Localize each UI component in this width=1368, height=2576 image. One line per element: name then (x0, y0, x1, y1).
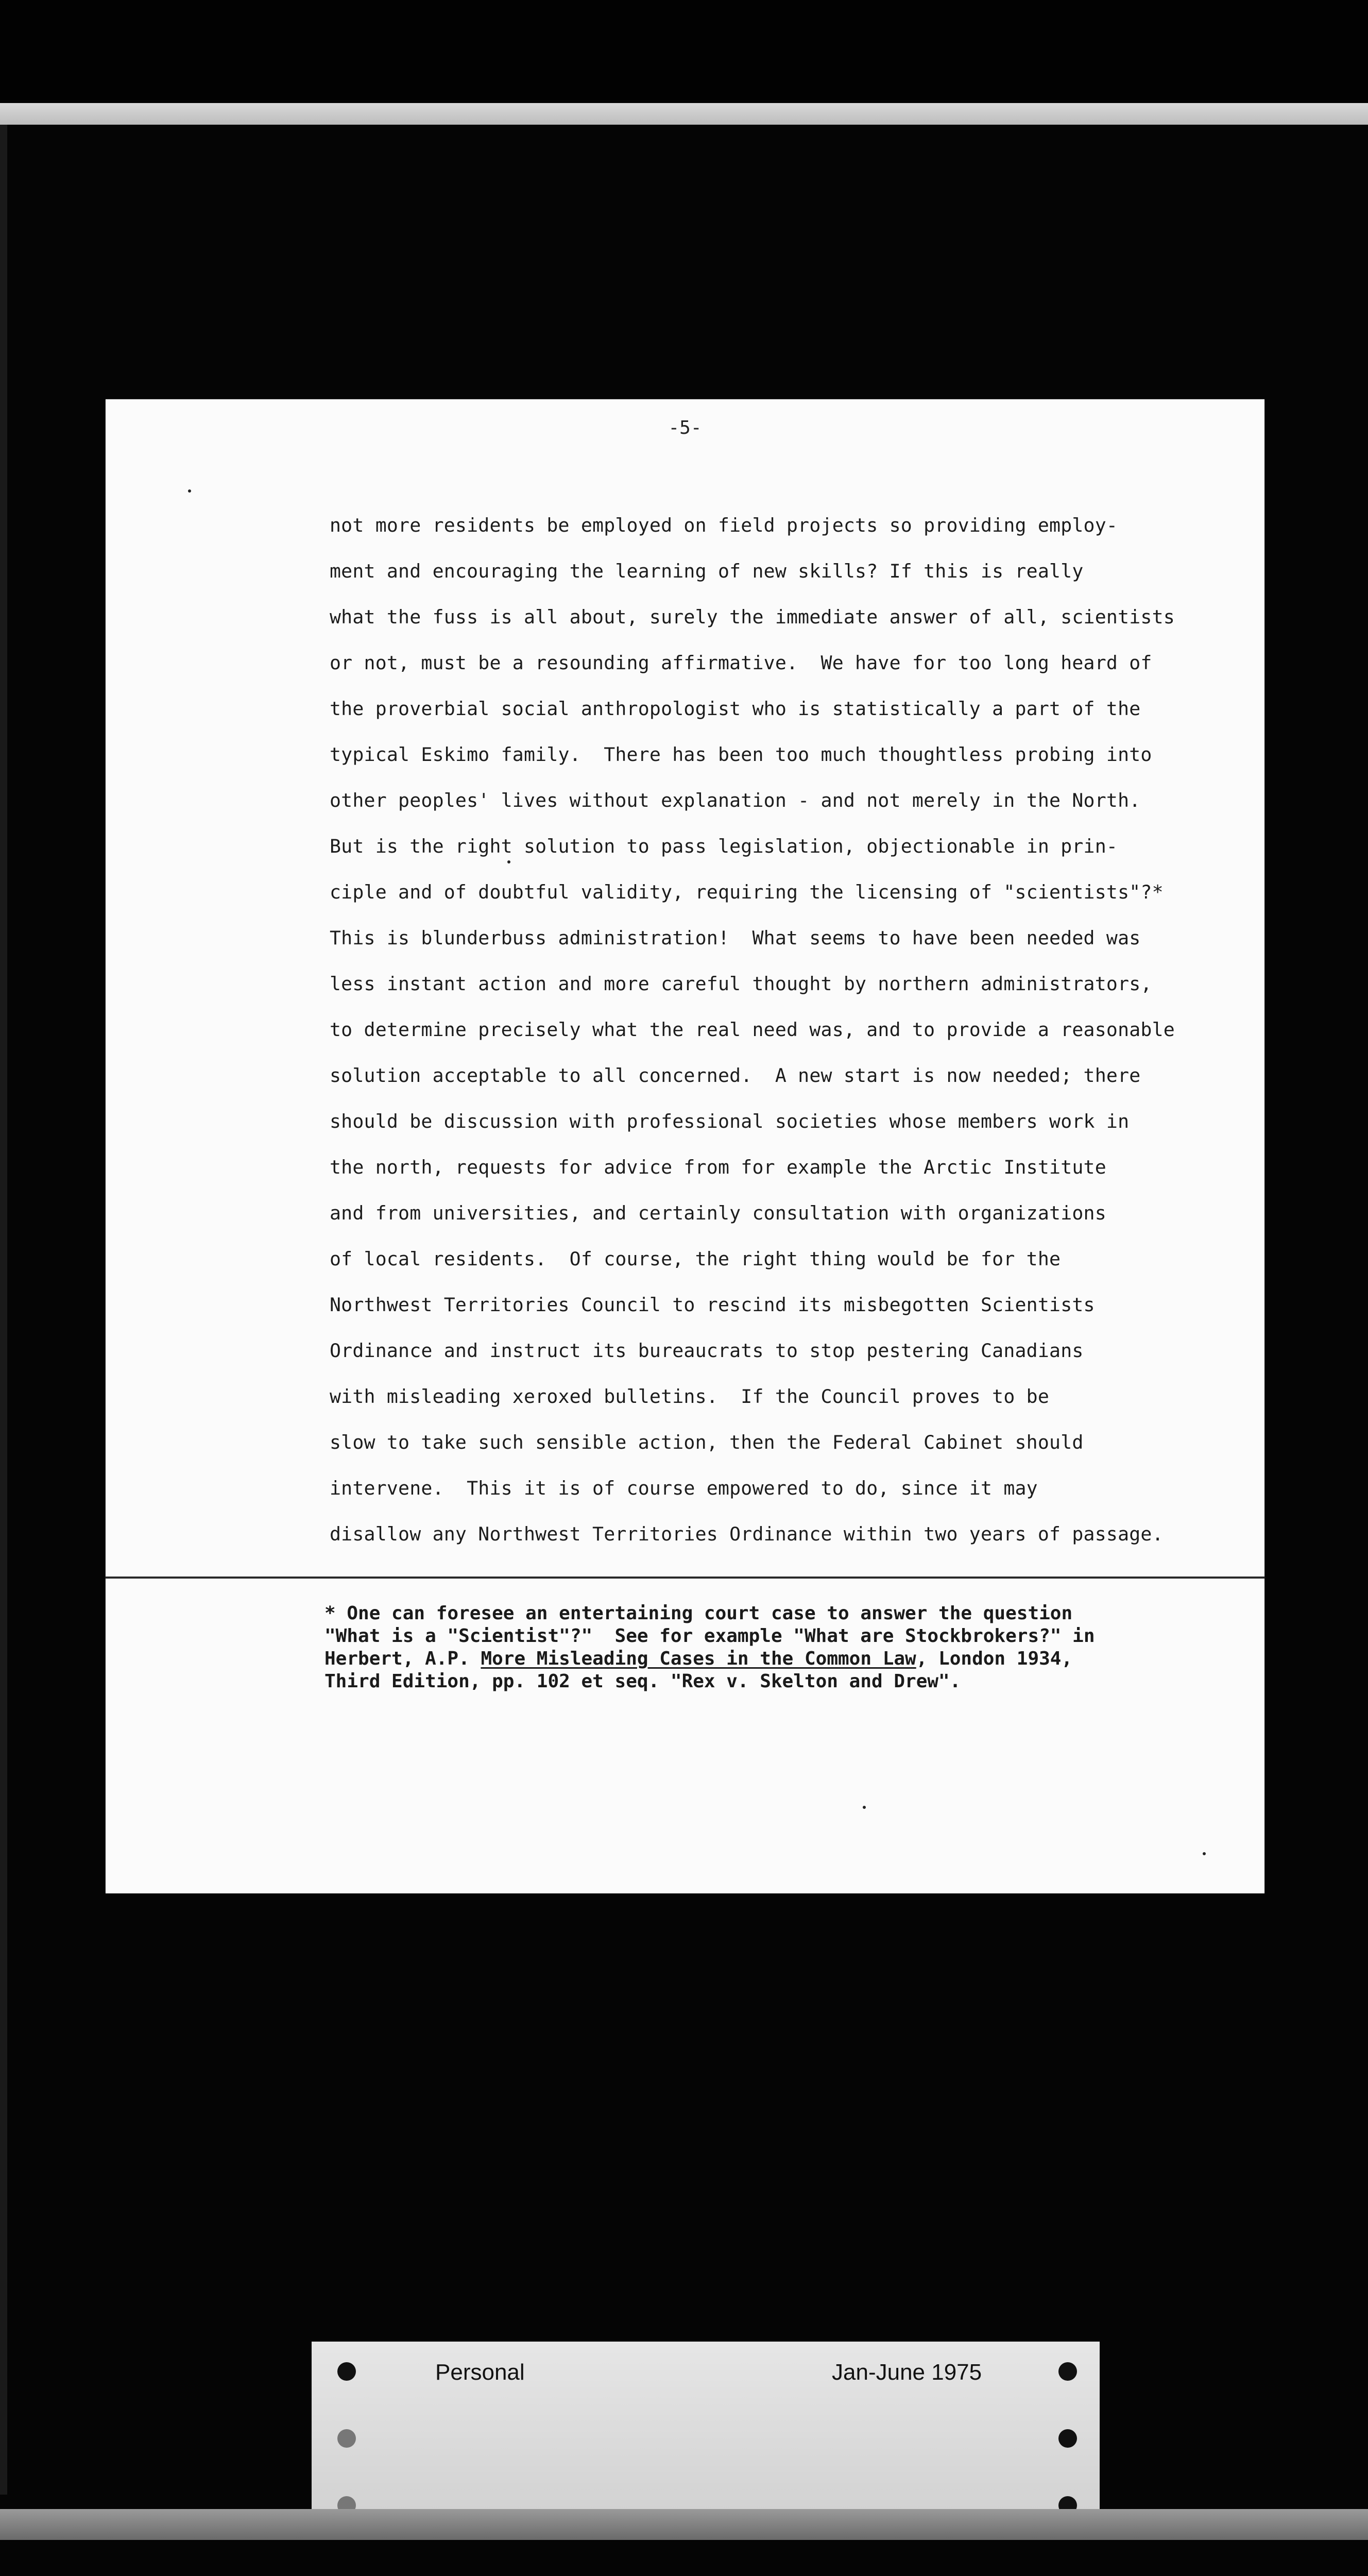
footnote-line (324, 1648, 1095, 1670)
footnote-divider (106, 1577, 1264, 1579)
body-line: ment and encouraging the learning of new skills? If this is really (330, 560, 1084, 582)
body-line: slow to take such sensible action, then the Federal Cabinet should (330, 1431, 1084, 1453)
film-left-edge (0, 125, 7, 2495)
punch-hole-icon (337, 2429, 356, 2448)
footnote (324, 1602, 1095, 1693)
page-speck (1203, 1852, 1206, 1855)
body-line: Northwest Territories Council to rescind its misbegotten Scientists (330, 1294, 1095, 1316)
footnote-citation-prefix: Herbert, A.P. (324, 1648, 481, 1669)
footnote-line: "What is a "Scientist"?" See for example "What are Stockbrokers?" in (324, 1625, 1095, 1647)
page-speck (863, 1806, 866, 1809)
body-line: what the fuss is all about, surely the immediate answer of all, scientists (330, 606, 1175, 628)
body-line: typical Eskimo family. There has been too much thoughtless probing into (330, 743, 1152, 766)
page-speck (507, 860, 510, 863)
footnote-line: Third Edition, pp. 102 et seq. "Rex v. Skelton and Drew". (324, 1671, 961, 1692)
body-line: to determine precisely what the real need was, and to provide a reasonable (330, 1019, 1175, 1041)
body-line: and from universities, and certainly consultation with organizations (330, 1202, 1106, 1224)
body-line: with misleading xeroxed bulletins. If the Council proves to be (330, 1385, 1050, 1408)
body-line: less instant action and more careful thought by northern administrators, (330, 973, 1152, 995)
page-speck (188, 489, 191, 493)
body-line: disallow any Northwest Territories Ordinance within two years of passage. (330, 1523, 1164, 1545)
body-line: or not, must be a resounding affirmative. We have for too long heard of (330, 652, 1152, 674)
body-line: other peoples' lives without explanation - and not merely in the North. (330, 789, 1141, 811)
body-line: of local residents. Of course, the right thing would be for the (330, 1248, 1061, 1270)
punch-hole-icon (1058, 2362, 1077, 2381)
archive-category: Personal (435, 2360, 525, 2385)
archive-label-strip (312, 2342, 1100, 2537)
film-top-border (0, 0, 1368, 103)
body-line: solution acceptable to all concerned. A new start is now needed; there (330, 1064, 1141, 1087)
punch-hole-icon (1058, 2429, 1077, 2448)
body-line: the proverbial social anthropologist who is statistically a part of the (330, 698, 1141, 720)
body-line: This is blunderbuss administration! What seems to have been needed was (330, 927, 1141, 949)
body-line: should be discussion with professional societies whose members work in (330, 1110, 1130, 1132)
footnote-citation-suffix: , London 1934, (916, 1648, 1073, 1669)
typed-page (106, 399, 1264, 1893)
film-edge-band (0, 103, 1368, 125)
body-line: ciple and of doubtful validity, requiring the licensing of "scientists"?* (330, 881, 1164, 903)
punch-hole-icon (337, 2362, 356, 2381)
body-text (330, 502, 1257, 1557)
footnote-book-title: More Misleading Cases in the Common Law (481, 1648, 916, 1669)
body-line: intervene. This it is of course empowered to do, since it may (330, 1477, 1038, 1499)
footnote-line: * One can foresee an entertaining court case to answer the question (324, 1603, 1073, 1624)
body-line: Ordinance and instruct its bureaucrats to stop pestering Canadians (330, 1340, 1084, 1362)
page-number: -5- (668, 417, 702, 438)
film-bottom-band (0, 2509, 1368, 2540)
archive-date-range: Jan-June 1975 (832, 2360, 982, 2385)
body-line: not more residents be employed on field projects so providing employ- (330, 514, 1118, 536)
body-line: But is the right solution to pass legislation, objectionable in prin- (330, 835, 1118, 857)
body-line: the north, requests for advice from for example the Arctic Institute (330, 1156, 1106, 1178)
